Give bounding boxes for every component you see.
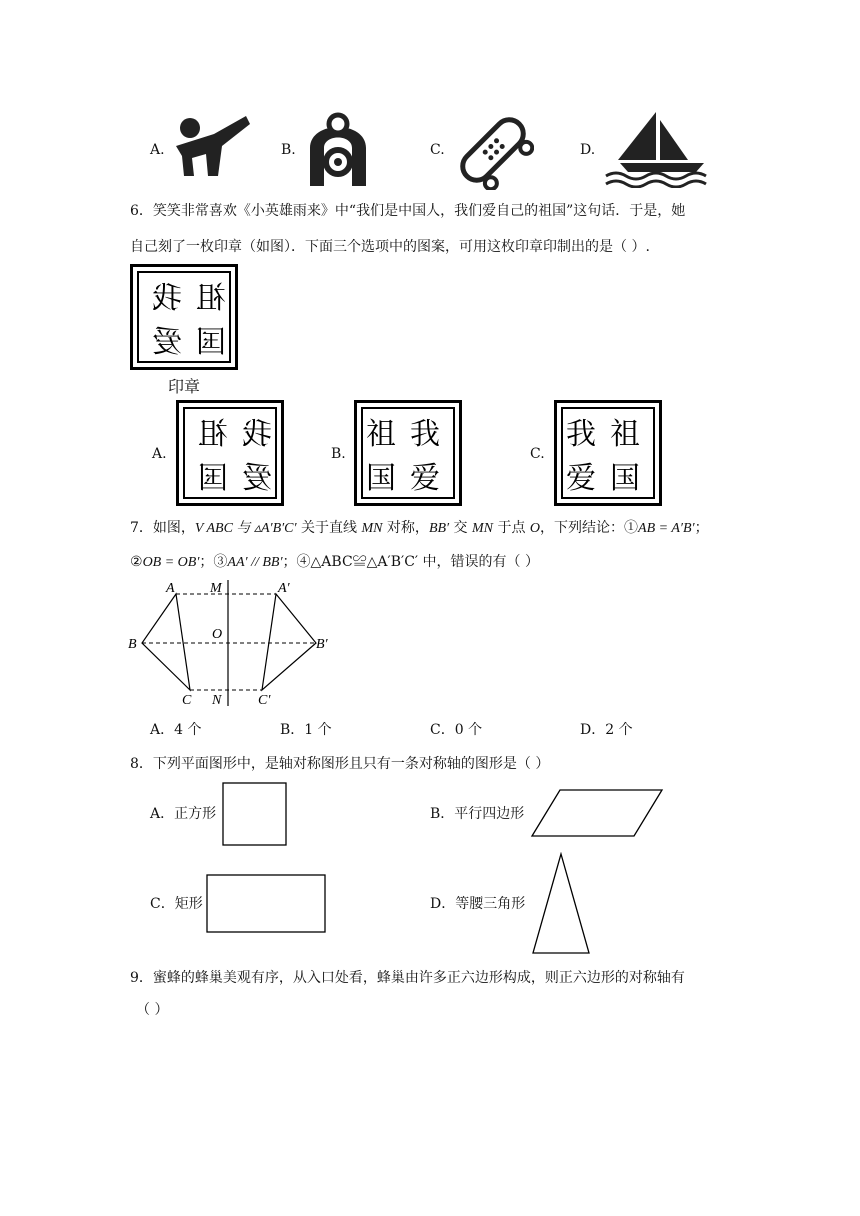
- option-b-char-ai: 爱: [410, 461, 440, 496]
- seal-char-wo: 我: [152, 281, 182, 316]
- option-a-char-ai: 爱: [242, 461, 272, 496]
- label-b-prime: B′: [316, 637, 328, 652]
- label-b: B: [128, 637, 137, 652]
- q8-option-c-label: C．矩形: [150, 896, 203, 912]
- q9-stem-line-2: （ ）: [136, 1002, 169, 1018]
- option-a-char-zu: 祖: [198, 417, 228, 452]
- q7-symmetry-figure: [126, 576, 340, 710]
- q6-option-b-seal: [354, 400, 464, 508]
- q9-stem-line-1: 9．蜜蜂的蜂巢美观有序，从入口处看，蜂巢由许多正六边形构成，则正六边形的对称轴有: [130, 970, 685, 986]
- q7-option-b: B．1 个: [280, 722, 332, 738]
- q8-option-b-label: B．平行四边形: [430, 806, 525, 822]
- q8-option-d-label: D．等腰三角形: [430, 896, 526, 912]
- option-b-char-guo: 国: [366, 461, 396, 496]
- q8-stem: 8．下列平面图形中，是轴对称图形且只有一条对称轴的图形是（ ）: [130, 756, 550, 772]
- seal-caption: 印章: [168, 377, 201, 396]
- label-o: O: [212, 627, 223, 642]
- ring-pictogram-icon: [302, 108, 374, 188]
- q5-option-d-label: D.: [580, 142, 596, 158]
- q6-stem-line-2: 自己刻了一枚印章（如图）．下面三个选项中的图案，可用这枚印章印制出的是（ ）.: [130, 239, 650, 255]
- skateboard-pictogram-icon: [452, 110, 534, 190]
- option-a-char-wo: 我: [242, 417, 272, 452]
- q8-option-a-label: A．正方形: [150, 806, 217, 822]
- triangle-abc: [142, 594, 190, 690]
- q6-option-c-label: C.: [530, 446, 545, 462]
- option-b-char-wo: 我: [410, 417, 440, 452]
- q5-option-c-label: C.: [430, 142, 445, 158]
- label-m: M: [210, 581, 222, 596]
- label-a: A: [166, 581, 175, 596]
- q7-stem-line-2: ②OB = OB′；③AA′ // BB′；④△ABC≌△A′B′C′ 中，错误的有（ ）: [130, 554, 539, 570]
- parallelogram-shape: [530, 788, 664, 838]
- seal-figure: [130, 264, 240, 372]
- sailboat-pictogram-icon: [604, 108, 716, 188]
- seal-char-zu: 祖: [196, 281, 226, 316]
- option-a-char-guo: 国: [198, 461, 228, 496]
- option-b-char-zu: 祖: [366, 417, 396, 452]
- q5-option-b-label: B.: [281, 142, 296, 158]
- option-c-char-wo: 我: [566, 417, 596, 452]
- option-c-char-ai: 爱: [566, 461, 596, 496]
- triangle-a2b2c2: [262, 594, 316, 690]
- q6-stem-line-1: 6．笑笑非常喜欢《小英雄雨来》中“我们是中国人，我们爱自己的祖国”这句话．于是，她: [130, 203, 686, 219]
- label-n: N: [212, 693, 222, 708]
- seal-char-ai: 爱: [152, 325, 182, 360]
- q6-option-b-label: B.: [331, 446, 346, 462]
- seal-char-guo: 国: [196, 325, 226, 360]
- q6-option-a-seal: [176, 400, 286, 508]
- option-c-char-guo: 国: [610, 461, 640, 496]
- q7-option-c: C．0 个: [430, 722, 483, 738]
- q6-option-a-label: A.: [152, 446, 167, 462]
- karate-pictogram-icon: [172, 112, 252, 178]
- q7-option-d: D．2 个: [580, 722, 633, 738]
- label-a-prime: A′: [278, 581, 290, 596]
- q5-option-a-label: A.: [150, 142, 165, 158]
- option-c-char-zu: 祖: [610, 417, 640, 452]
- label-c: C: [182, 693, 192, 708]
- q7-option-a: A．4 个: [150, 722, 202, 738]
- q6-option-c-seal: [554, 400, 664, 508]
- rectangle-shape: [206, 874, 328, 934]
- isosceles-triangle-shape: [530, 852, 592, 956]
- q7-stem-line-1: 7．如图，V ABC 与 ▵A′B′C′ 关于直线 MN 对称，BB′ 交 MN 于点 O，下列结论：①AB = A′B′；: [130, 520, 709, 536]
- label-c-prime: C′: [258, 693, 271, 708]
- square-shape: [222, 782, 288, 846]
